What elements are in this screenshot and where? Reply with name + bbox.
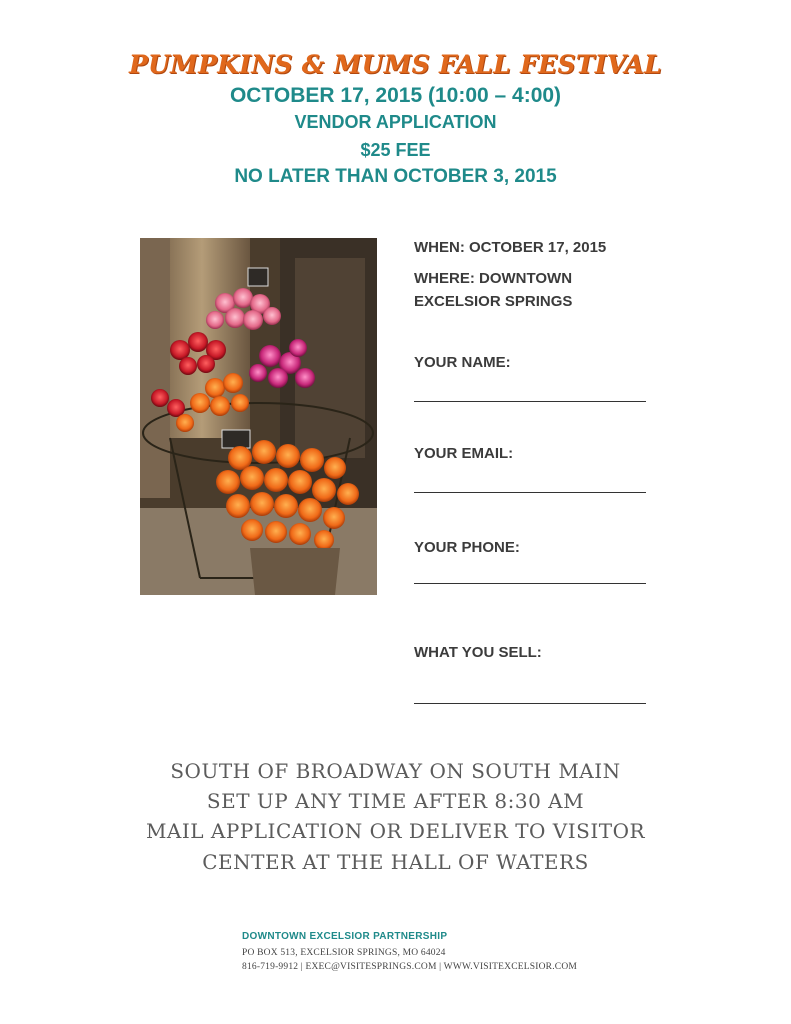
footer-org-name: DOWNTOWN EXCELSIOR PARTNERSHIP: [242, 931, 448, 942]
flower-cart-photo: [140, 238, 377, 595]
where-line-1: WHERE: DOWNTOWN: [414, 270, 573, 287]
name-field[interactable]: [414, 401, 646, 402]
sell-label: WHAT YOU SELL:: [414, 644, 542, 661]
fee-line: $25 FEE: [360, 140, 431, 160]
where-line-2: EXCELSIOR SPRINGS: [414, 293, 573, 310]
phone-label: YOUR PHONE:: [414, 539, 520, 556]
email-field[interactable]: [414, 492, 646, 493]
sell-field[interactable]: [414, 703, 646, 704]
mail-instruction-line-2: CENTER AT THE HALL OF WATERS: [202, 850, 589, 874]
location-instruction: SOUTH OF BROADWAY ON SOUTH MAIN: [170, 759, 621, 783]
setup-instruction: SET UP ANY TIME AFTER 8:30 AM: [206, 789, 585, 813]
form-name: VENDOR APPLICATION: [294, 112, 497, 132]
footer-contact: 816-719-9912 | EXEC@VISITESPRINGS.COM | WWW.VISITEXCELSIOR.COM: [242, 962, 578, 972]
phone-field[interactable]: [414, 583, 646, 584]
deadline-line: NO LATER THAN OCTOBER 3, 2015: [234, 166, 557, 187]
festival-title: PUMPKINS & MUMS FALL FESTIVAL: [128, 50, 663, 79]
when-line: WHEN: OCTOBER 17, 2015: [414, 239, 607, 256]
event-date-line: OCTOBER 17, 2015 (10:00 – 4:00): [229, 84, 562, 107]
footer-address: PO BOX 513, EXCELSIOR SPRINGS, MO 64024: [242, 948, 446, 958]
mail-instruction-line-1: MAIL APPLICATION OR DELIVER TO VISITOR: [145, 819, 646, 843]
email-label: YOUR EMAIL:: [414, 445, 514, 462]
name-label: YOUR NAME:: [414, 354, 511, 371]
